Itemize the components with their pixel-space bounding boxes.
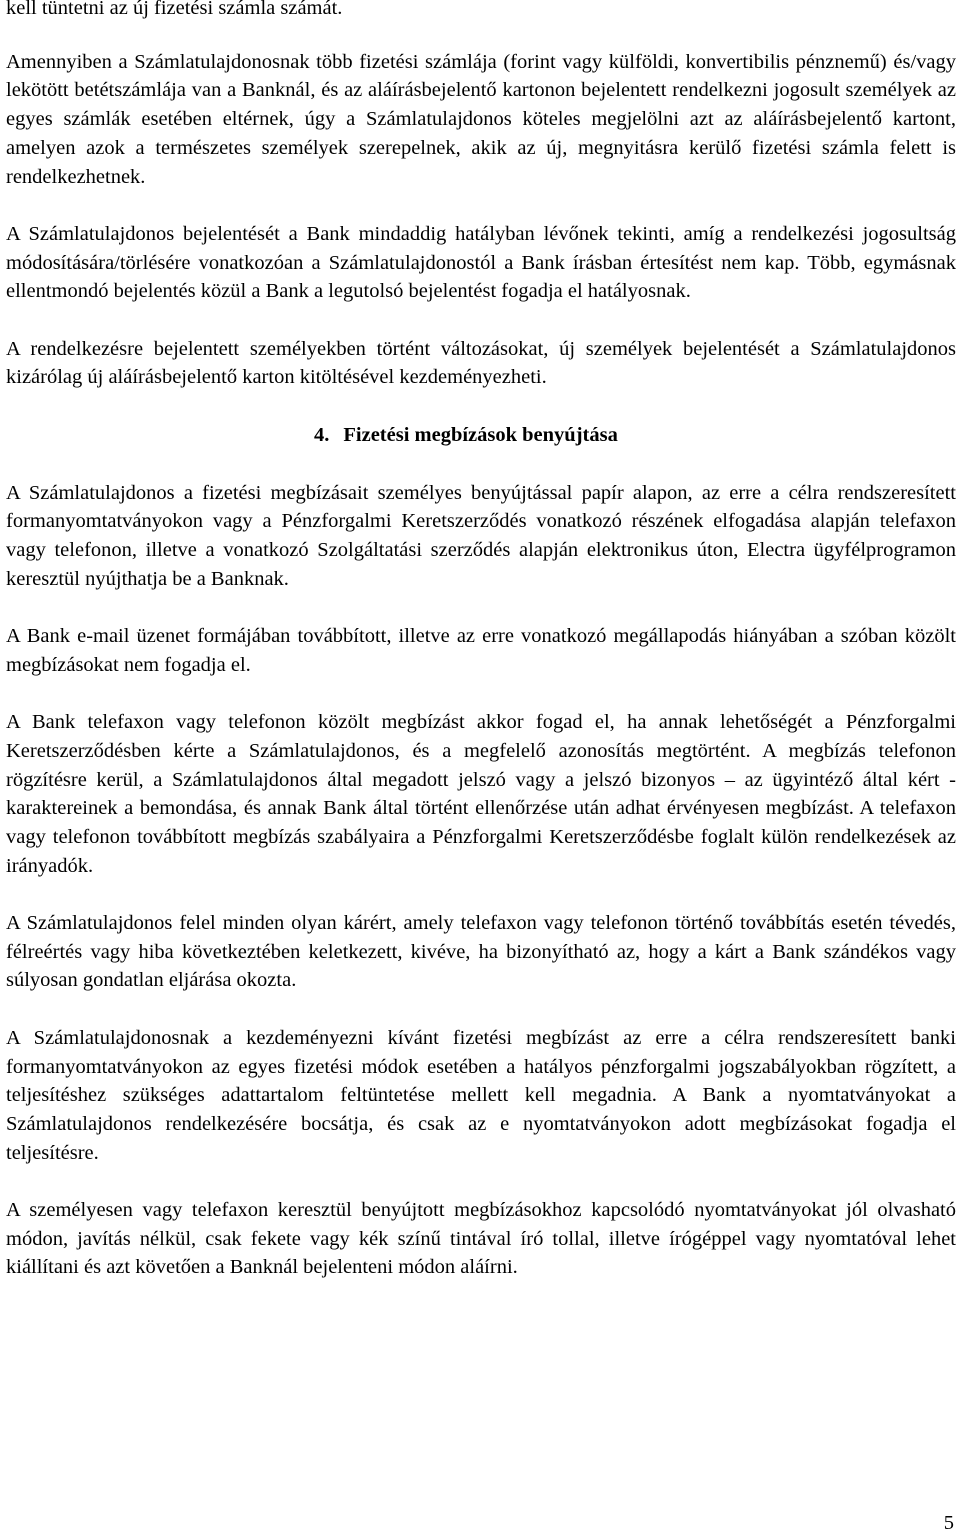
section-heading bbox=[6, 421, 956, 450]
page-number: 5 bbox=[943, 1512, 954, 1534]
document-page bbox=[6, 0, 956, 1282]
paragraph-liability: A Számlatulajdonos felel minden olyan kárért, amely telefaxon vagy telefonon történő továbbítás esetén tévedés, félreértés vagy hiba következtében keletkezett, kivéve, ha bizonyítható az, hogy a kárt a Bank szándékos vagy súlyosan gondatlan eljárása okozta. bbox=[6, 912, 956, 992]
paragraph-multiple-accounts: Amennyiben a Számlatulajdonosnak több fizetési számlája (forint vagy külföldi, konvertibilis pénznemű) és/vagy lekötött betétszámlája van a Banknál, és az aláírásbejelentő kartonon bejelentett rendelkezni jogosult személyek az egyes számlák esetében eltérnek, úgy a Számlatulajdonos köteles megjelölni azt az aláírásbejelentő kartont, amelyen azok a természetes személyek szerepelnek, akik az új, megnyitásra kerülő fizetési számla felett is rendelkezhetnek. bbox=[6, 50, 956, 188]
paragraph-notification-validity: A Számlatulajdonos bejelentését a Bank mindaddig hatályban lévőnek tekinti, amíg a rendelkezési jogosultság módosítására/törlésére vonatkozóan a Számlatulajdonostól a Bank írásban értesítést nem kap. Több, egymásnak ellentmondó bejelentés közül a Bank a legutolsó bejelentést fogadja el hatályosnak. bbox=[6, 222, 956, 303]
paragraph-signing: A személyesen vagy telefaxon keresztül benyújtott megbízásokhoz kapcsolódó nyomtatványokat jól olvasható módon, javítás nélkül, csak fekete vagy kék színű tintával író tollal, illetve írógéppel vagy nyomtatóval lehet kiállítani és azt követően a Banknál bejelenteni módon aláírni. bbox=[6, 1199, 956, 1279]
section-number: 4. bbox=[314, 423, 330, 446]
continued-text-line: kell tüntetni az új fizetési számla számát. bbox=[6, 0, 343, 19]
paragraph-forms: A Számlatulajdonosnak a kezdeményezni kívánt fizetési megbízást az erre a célra rendszeresített banki formanyomtatványokon az egyes fizetési módok esetében a hatályos pénzforgalmi jogszabályokban rögzített, a teljesítéshez szükséges adattartalom feltüntetése mellett kell megadnia. A Bank a nyomtatványokat a Számlatulajdonos rendelkezésére bocsátja, és csak az e nyomtatványokon adott megbízásokat fogadja el teljesítésre. bbox=[6, 1026, 956, 1164]
paragraph-submission-methods: A Számlatulajdonos a fizetési megbízásait személyes benyújtással papír alapon, az erre a célra rendszeresített formanyomtatványokon vagy a Pénzforgalmi Keretszerződés vonatkozó részének elfogadása alapján telefaxon vagy telefonon, illetve a vonatkozó Szolgáltatási szerződés alapján elektronikus úton, Electra ügyfélprogramon keresztül nyújthatja be a Banknak. bbox=[6, 481, 956, 590]
paragraph-email-not-accepted: A Bank e-mail üzenet formájában továbbított, illetve az erre vonatkozó megállapodás hiányában a szóban közölt megbízásokat nem fogadja el. bbox=[6, 625, 956, 676]
paragraph-fax-phone-orders: A Bank telefaxon vagy telefonon közölt megbízást akkor fogad el, ha annak lehetőségét a Pénzforgalmi Keretszerződésben kérte a Számlatulajdonos, és a megfelelő azonosítás megtörtént. A megbízás telefonon rögzítésre kerül, a Számlatulajdonos által megadott jelszó vagy a jelszó bizonyos – az ügyintéző által kért - karaktereinek a bemondása, és annak Bank által történt ellenőrzése után adhat érvényesen megbízást. A telefaxon vagy telefonon továbbított megbízás szabályaira a Pénzforgalmi Keretszerződésbe foglalt külön rendelkezések az irányadók. bbox=[6, 711, 956, 877]
section-title: Fizetési megbízások benyújtása bbox=[343, 423, 618, 446]
paragraph-changes-persons: A rendelkezésre bejelentett személyekben történt változásokat, új személyek bejelentését a Számlatulajdonos kizárólag új aláírásbejelentő karton kitöltésével kezdeményezheti. bbox=[6, 337, 956, 389]
